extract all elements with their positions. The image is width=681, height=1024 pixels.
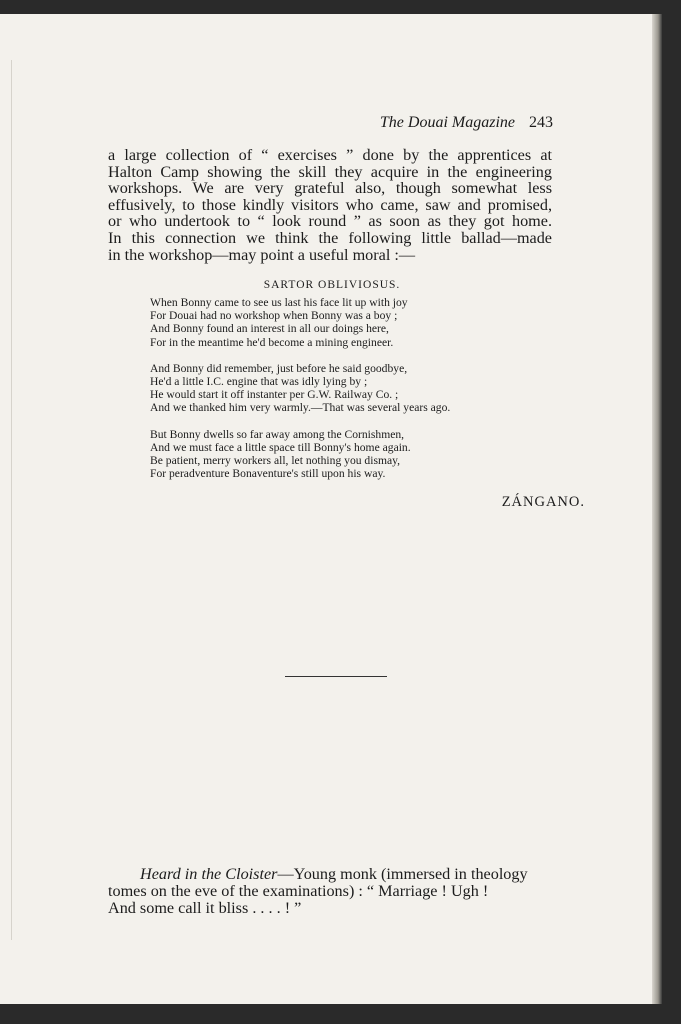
section-divider [285,676,387,677]
anecdote [108,866,552,917]
poem-signature: ZÁNGANO. [501,494,585,510]
poem-stanza [150,296,450,349]
poem-verse: He would start it off instanter per G.W. Railway Co. ; [150,388,399,402]
body-paragraph [108,147,552,263]
poem-verse: For in the meantime he'd become a mining engineer. [150,335,394,349]
poem-verse: And we thanked him very warmly.—That was several years ago. [150,401,451,415]
poem-stanza [150,362,450,415]
body-line: Halton Camp showing the skill they acquire in the engineering [108,162,552,181]
poem-title: SARTOR OBLIVIOSUS. [263,279,401,291]
body-line: or who undertook to “ look round ” as soon as they got home. [108,212,552,231]
poem-verse: For peradventure Bonaventure's still upon his way. [150,467,386,481]
body-line: in the workshop—may point a useful moral :— [108,245,416,264]
poem-verse: And we must face a little space till Bonny's home again. [150,440,411,454]
page-number: 243 [529,114,553,131]
anecdote-line [108,866,552,883]
anecdote-line: And some call it bliss . . . . ! ” [108,899,302,917]
body-line: In this connection we think the following little ballad—made [108,228,552,247]
page-edge [652,14,662,1004]
poem-stanza [150,428,450,481]
poem-verse: When Bonny came to see us last his face lit up with joy [150,296,408,309]
poem-verse: And Bonny did remember, just before he said goodbye, [150,361,408,375]
poem-verse: For Douai had no workshop when Bonny was a boy ; [150,309,398,323]
gutter-line [11,60,12,940]
anecdote-text: —Young monk (immersed in theology [277,865,528,883]
anecdote-line: tomes on the eve of the examinations) : “ Marriage ! Ugh ! [108,882,489,900]
body-line: workshops. We are very grateful also, though somewhat less [108,179,552,198]
poem-verse: And Bonny found an interest in all our doings here, [150,322,389,336]
poem-verse: But Bonny dwells so far away among the Cornishmen, [150,427,405,441]
magazine-title: The Douai Magazine [379,114,515,131]
poem-verse: He'd a little I.C. engine that was idly lying by ; [150,375,368,389]
poem [150,296,450,493]
anecdote-heading: Heard in the Cloister [140,865,278,883]
poem-verse: Be patient, merry workers all, let nothing you dismay, [150,454,401,468]
running-head [380,114,553,132]
body-line: a large collection of “ exercises ” done by the apprentices at [108,146,552,164]
body-line: effusively, to those kindly visitors who came, saw and promised, [108,195,552,214]
